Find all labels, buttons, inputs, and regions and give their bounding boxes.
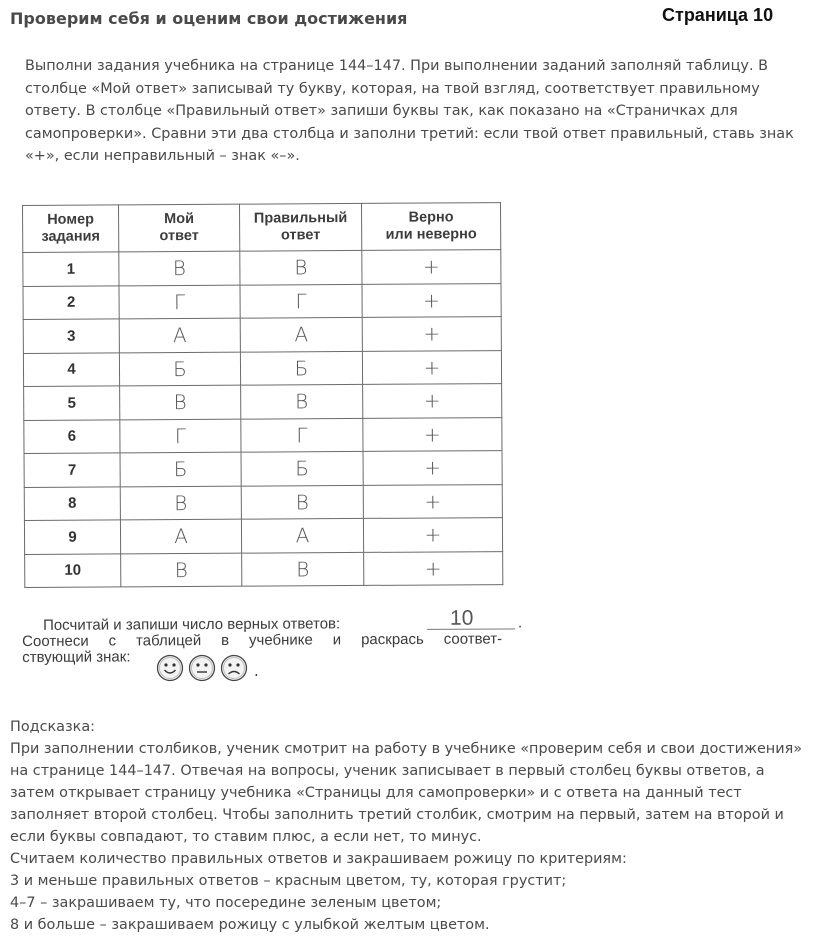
my-answer-cell: Б — [120, 452, 241, 486]
task-number: 4 — [23, 352, 119, 386]
instruction-line: столбце «Мой ответ» записывай ту букву, которая, на твой взгляд, соответствует правильному — [25, 80, 760, 97]
hint-line: заполняет второй столбец. Чтобы заполнить третий столбик, смотрим на первый, затем на второй и — [10, 807, 784, 823]
result-mark-cell: + — [362, 283, 501, 317]
result-mark-cell: + — [362, 317, 501, 351]
correct-answer-cell: В — [241, 485, 363, 519]
table-row — [24, 518, 502, 554]
page-number-label: Страница 10 — [662, 5, 774, 25]
instructions — [25, 55, 795, 168]
my-answer-cell: Б — [119, 352, 240, 386]
task-number: 7 — [24, 453, 120, 487]
table-header-row — [23, 203, 501, 253]
task-number: 9 — [24, 520, 120, 554]
table-row — [24, 384, 502, 420]
count-answer-value: 10 — [449, 606, 474, 630]
my-answer-cell: В — [121, 553, 242, 587]
correct-answer-cell: Б — [240, 351, 362, 385]
result-mark-cell: + — [363, 518, 502, 552]
hint-line: Считаем количество правильных ответов и закрашиваем рожицу по критериям: — [10, 851, 627, 867]
smile-face-icon[interactable] — [156, 654, 184, 682]
count-period: . — [517, 614, 523, 632]
hint-line: При заполнении столбиков, ученик смотрит на работу в учебнике «проверим себя и свои достижения» — [10, 741, 803, 757]
result-mark-cell: + — [362, 350, 501, 384]
table-row — [23, 283, 501, 319]
header-my-answer: Мой ответ — [119, 204, 240, 252]
task-number: 6 — [24, 419, 120, 453]
table-row — [24, 417, 502, 453]
correct-answer-cell: В — [240, 250, 362, 284]
task-number: 3 — [23, 319, 119, 353]
hint-line: если буквы совпадают, то ставим плюс, а если нет, то минус. — [10, 829, 482, 845]
header-right-or-wrong: Верно или неверно — [361, 203, 500, 251]
task-number: 2 — [23, 285, 119, 319]
faces-period: . — [254, 662, 259, 680]
table-row — [24, 484, 502, 520]
sad-face-icon[interactable] — [220, 654, 248, 682]
task-number: 10 — [25, 553, 121, 587]
my-answer-cell: А — [119, 318, 240, 352]
header-correct-answer: Правильный ответ — [239, 203, 361, 251]
result-mark-cell: + — [364, 551, 503, 585]
task-number: 1 — [23, 252, 119, 286]
correct-answer-cell: Г — [241, 418, 363, 452]
instruction-line: Выполни задания учебника на странице 144–147. При выполнении заданий заполняй таблицу. В — [25, 58, 768, 74]
instruction-line: «+», если неправильный – знак «–». — [25, 148, 300, 164]
table-row — [23, 350, 501, 386]
correct-answer-cell: А — [241, 518, 363, 552]
compare-instruction-end: ствующий знак: — [22, 648, 131, 666]
count-prompt: Посчитай и запиши число верных ответов: 10 . — [42, 606, 523, 634]
table-row — [25, 551, 503, 587]
task-number: 5 — [24, 386, 120, 420]
task-number: 8 — [24, 486, 120, 520]
result-mark-cell: + — [363, 484, 502, 518]
correct-answer-cell: В — [242, 552, 364, 586]
hint-line: 3 и меньше правильных ответов – красным цветом, ту, которая грустит; — [10, 873, 567, 889]
count-section — [22, 606, 523, 666]
hint-line: 4–7 – закрашиваем ту, что посередине зеленым цветом; — [10, 895, 442, 911]
correct-answer-cell: А — [240, 317, 362, 351]
my-answer-cell: Г — [120, 419, 241, 453]
hint-line: затем открывает страницу учебника «Страницы для самопроверки» и с ответа на данный тест — [10, 785, 742, 801]
table-row — [23, 250, 501, 286]
result-mark-cell: + — [362, 250, 501, 284]
page-heading: Проверим себя и оценим свои достижения — [10, 9, 408, 28]
my-answer-cell: А — [120, 519, 241, 553]
neutral-face-icon[interactable] — [188, 654, 216, 682]
result-mark-cell: + — [363, 451, 502, 485]
table-row — [24, 451, 502, 487]
my-answer-cell: Г — [119, 285, 240, 319]
compare-instruction: Соотнеси с таблицей в учебнике и раскрась соответ- — [22, 630, 503, 650]
my-answer-cell: В — [120, 486, 241, 520]
correct-answer-cell: Б — [241, 451, 363, 485]
instruction-line: ответу. В столбце «Правильный ответ» запиши буквы так, как показано на «Страничках для — [25, 103, 738, 119]
my-answer-cell: В — [120, 385, 241, 419]
instruction-line: самопроверки». Сравни эти два столбца и заполни третий: если твой ответ правильный, ставь знак — [25, 125, 794, 142]
table-row — [23, 317, 501, 353]
answers-table — [22, 202, 503, 588]
header-task-number: Номер задания — [23, 205, 119, 253]
hint-section — [10, 716, 810, 936]
correct-answer-cell: Г — [240, 284, 362, 318]
correct-answer-cell: В — [241, 384, 363, 418]
hint-title: Подсказка: — [10, 719, 96, 735]
hint-line: на странице 144–147. Отвечая на вопросы, ученик записывает в первый столбец буквы ответов, а — [10, 763, 765, 779]
result-mark-cell: + — [363, 384, 502, 418]
result-mark-cell: + — [363, 417, 502, 451]
my-answer-cell: В — [119, 251, 240, 285]
faces-row — [156, 654, 259, 682]
hint-line: 8 и больше – закрашиваем рожицу с улыбкой желтым цветом. — [10, 917, 490, 933]
